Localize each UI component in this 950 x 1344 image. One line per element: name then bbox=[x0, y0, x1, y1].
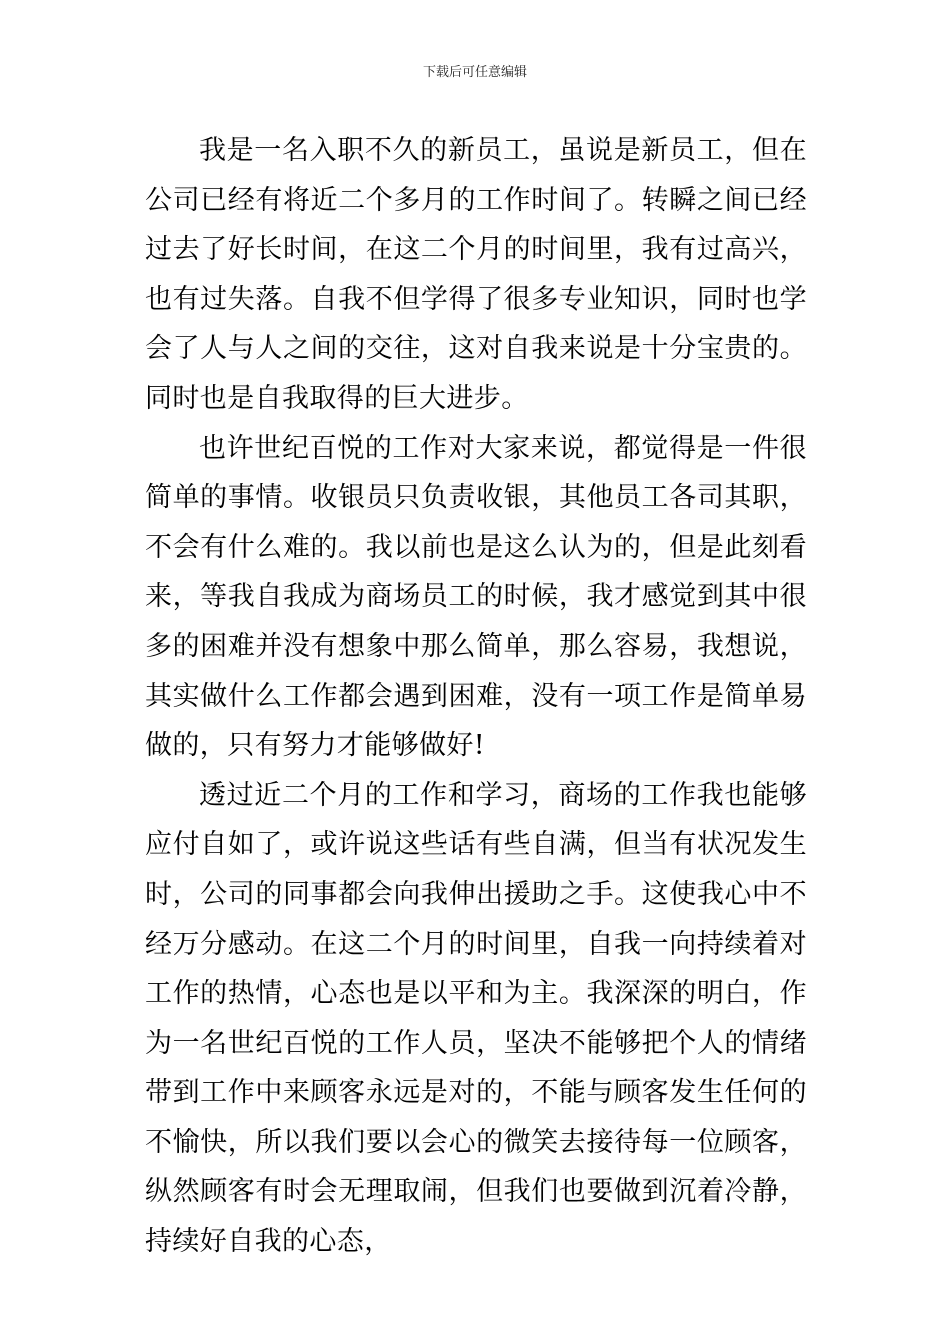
paragraph-1: 我是一名入职不久的新员工，虽说是新员工，但在公司已经有将近二个多月的工作时间了。转瞬之间已经过去了好长时间，在这二个月的时间里，我有过高兴，也有过失落。自我不但学得了很多专业知识，同时也学会了人与人之间的交往，这对自我来说是十分宝贵的。同时也是自我取得的巨大进步。 bbox=[145, 135, 807, 414]
paragraph-2: 也许世纪百悦的工作对大家来说，都觉得是一件很简单的事情。收银员只负责收银，其他员工各司其职，不会有什么难的。我以前也是这么认为的，但是此刻看来，等我自我成为商场员工的时候，我才感觉到其中很多的困难并没有想象中那么简单，那么容易，我想说，其实做什么工作都会遇到困难，没有一项工作是简单易做的，只有努力才能够做好! bbox=[145, 432, 807, 762]
document-body bbox=[145, 126, 807, 1267]
page-header: 下载后可任意编辑 bbox=[422, 65, 527, 80]
paragraph-3: 透过近二个月的工作和学习，商场的工作我也能够应付自如了，或许说这些话有些自满，但当有状况发生时，公司的同事都会向我伸出援助之手。这使我心中不经万分感动。在这二个月的时间里，自我一向持续着对工作的热情，心态也是以平和为主。我深深的明白，作为一名世纪百悦的工作人员，坚决不能够把个人的情绪带到工作中来顾客永远是对的，不能与顾客发生任何的不愉快，所以我们要以会心的微笑去接待每一位顾客，纵然顾客有时会无理取闹，但我们也要做到沉着冷静，持续好自我的心态， bbox=[145, 779, 807, 1258]
